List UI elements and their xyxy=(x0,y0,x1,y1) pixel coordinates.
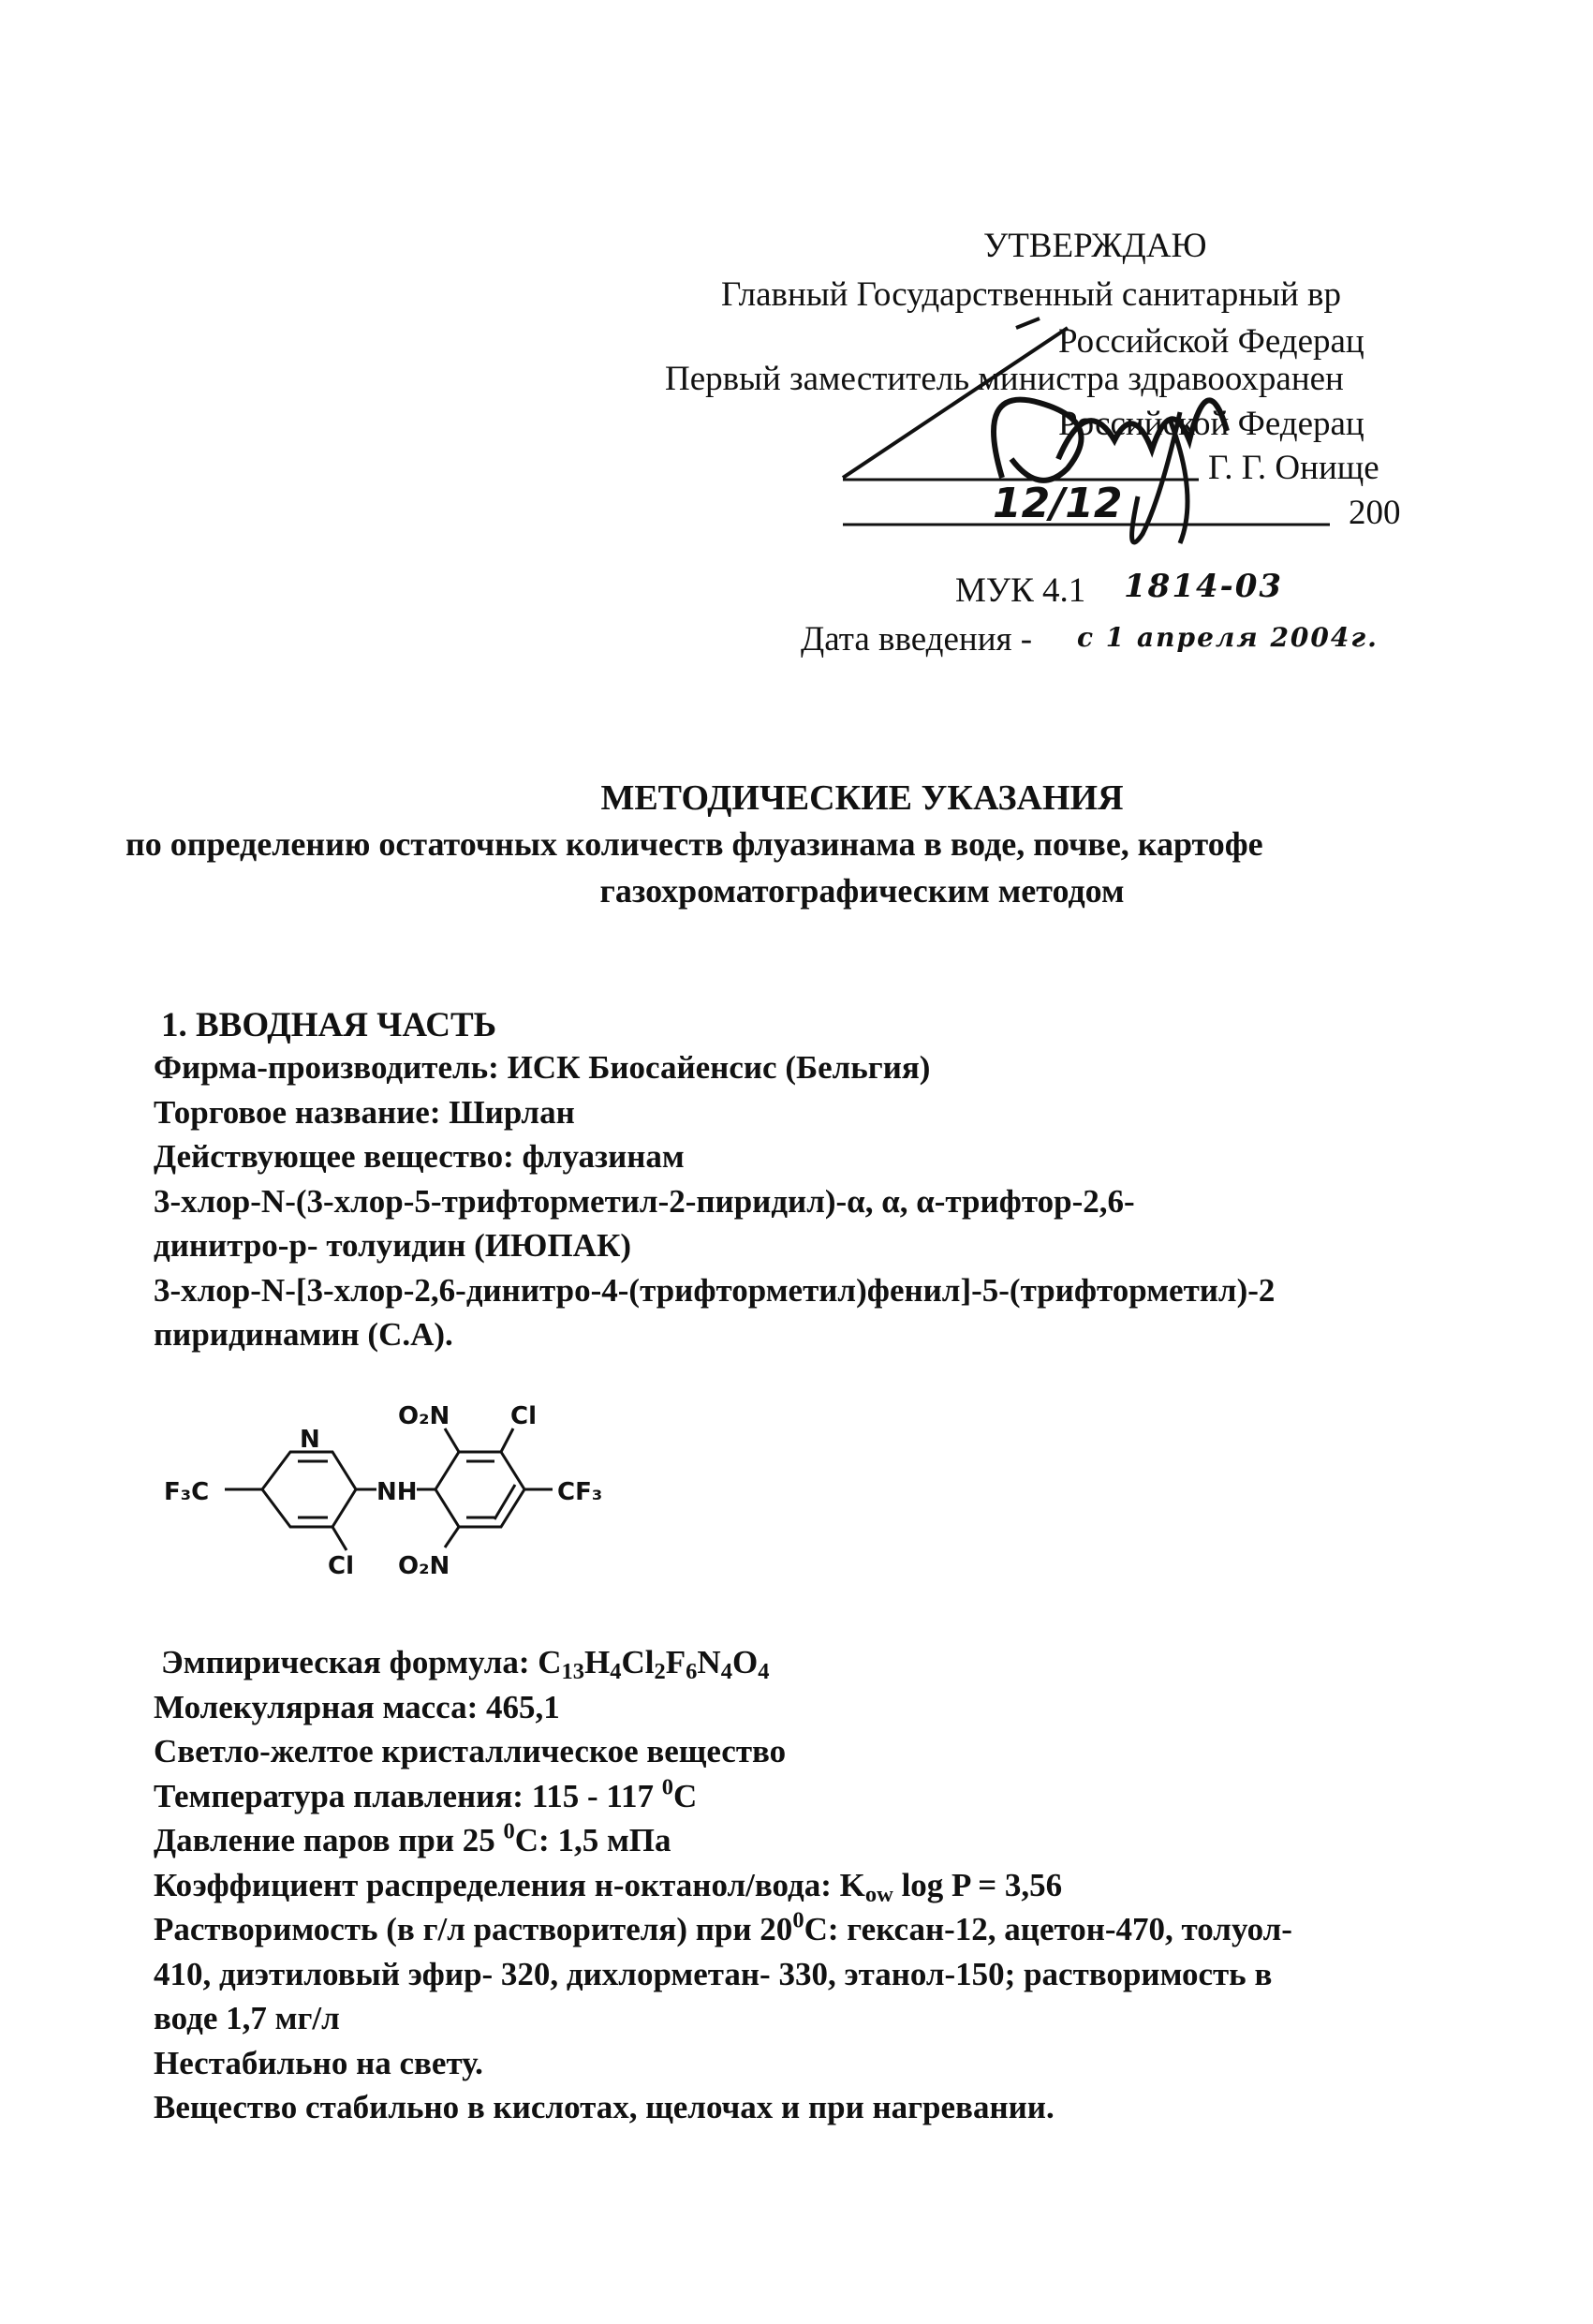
light-stability: Нестабильно на свету. xyxy=(154,2045,483,2081)
approval-line3: Первый заместитель министра здравоохранен xyxy=(665,360,1344,398)
active-substance: Действующее вещество: флуазинам xyxy=(154,1138,685,1175)
label-cf3-left: F₃C xyxy=(164,1478,210,1506)
label-nh: NH xyxy=(376,1478,418,1506)
intro-date-label: Дата введения - xyxy=(801,620,1033,659)
iupac-line1: 3-хлор-N-(3-хлор-5-трифторметил-2-пиридил)-α, α, α-трифтор-2,6- xyxy=(154,1183,1135,1220)
manufacturer: Фирма-производитель: ИСК Биосайенсис (Бельгия) xyxy=(154,1049,931,1086)
intro-date-handwritten: с 1 апреля 2004г. xyxy=(1077,622,1379,653)
molar-mass: Молекулярная масса: 465,1 xyxy=(154,1689,560,1725)
label-cf3-right: CF₃ xyxy=(557,1478,603,1506)
section-heading: 1. ВВОДНАЯ ЧАСТЬ xyxy=(161,1006,497,1044)
signature xyxy=(805,309,1330,553)
approval-line1: Главный Государственный санитарный вр xyxy=(721,275,1341,314)
formula-value: $C_{13}H_4Cl_2F_6N_4O_4$ xyxy=(538,1644,770,1685)
document-code-prefix: МУК 4.1 xyxy=(955,571,1086,610)
label-o2n-top: O₂N xyxy=(398,1402,450,1430)
title-line2: по определению остаточных количеств флуазинама в воде, почве, картофе xyxy=(125,825,1263,863)
chemical-stability: Вещество стабильно в кислотах, щелочах и при нагревании. xyxy=(154,2089,1055,2125)
empirical-formula xyxy=(161,1644,770,1685)
iupac-line2: динитро-р- толуидин (ИЮПАК) xyxy=(154,1227,631,1264)
structural-formula xyxy=(159,1386,646,1583)
approval-heading: УТВЕРЖДАЮ xyxy=(983,227,1207,265)
solubility-line2: 410, диэтиловый эфир- 320, дихлорметан- 330, этанол-150; растворимость в xyxy=(154,1956,1273,1992)
title-line3: газохроматографическим методом xyxy=(599,872,1125,910)
solubility-line3: воде 1,7 мг/л xyxy=(154,2000,340,2036)
partition-coefficient: Коэффициент распределения н-октанол/вода: $K_{ow}$ log P = 3,56 xyxy=(154,1867,1063,1908)
title-main: МЕТОДИЧЕСКИЕ УКАЗАНИЯ xyxy=(600,778,1124,818)
ca-line2: пиридинамин (С.А). xyxy=(154,1316,453,1353)
label-pyridine-n: N xyxy=(300,1426,320,1454)
formula-label: Эмпирическая формула: xyxy=(161,1644,530,1680)
approval-line2: Российской Федерац xyxy=(1058,322,1364,361)
label-cl-top: Cl xyxy=(510,1402,537,1430)
approval-name: Г. Г. Онище xyxy=(1208,449,1379,487)
approval-line4: Российской Федерац xyxy=(1058,405,1364,443)
appearance: Светло-желтое кристаллическое вещество xyxy=(154,1733,787,1769)
solubility-line1: Растворимость (в г/л растворителя) при $20^0C$: гексан-12, ацетон-470, толуол- xyxy=(154,1907,1292,1947)
vapor-pressure: Давление паров при 25 $^0$C: 1,5 мПа xyxy=(154,1818,671,1858)
document-code-number: 1814-03 xyxy=(1124,568,1284,605)
label-cl-bottom: Cl xyxy=(328,1552,354,1580)
melting-point: Температура плавления: 115 - 117 $^0$C xyxy=(154,1774,698,1814)
approval-year: 200 xyxy=(1349,494,1401,532)
ca-line1: 3-хлор-N-[3-хлор-2,6-динитро-4-(трифторметил)фенил]-5-(трифторметил)-2 xyxy=(154,1272,1276,1309)
trade-name: Торговое название: Ширлан xyxy=(154,1094,575,1131)
label-o2n-bottom: O₂N xyxy=(398,1552,450,1580)
signature-date: 12/12 xyxy=(993,480,1123,527)
